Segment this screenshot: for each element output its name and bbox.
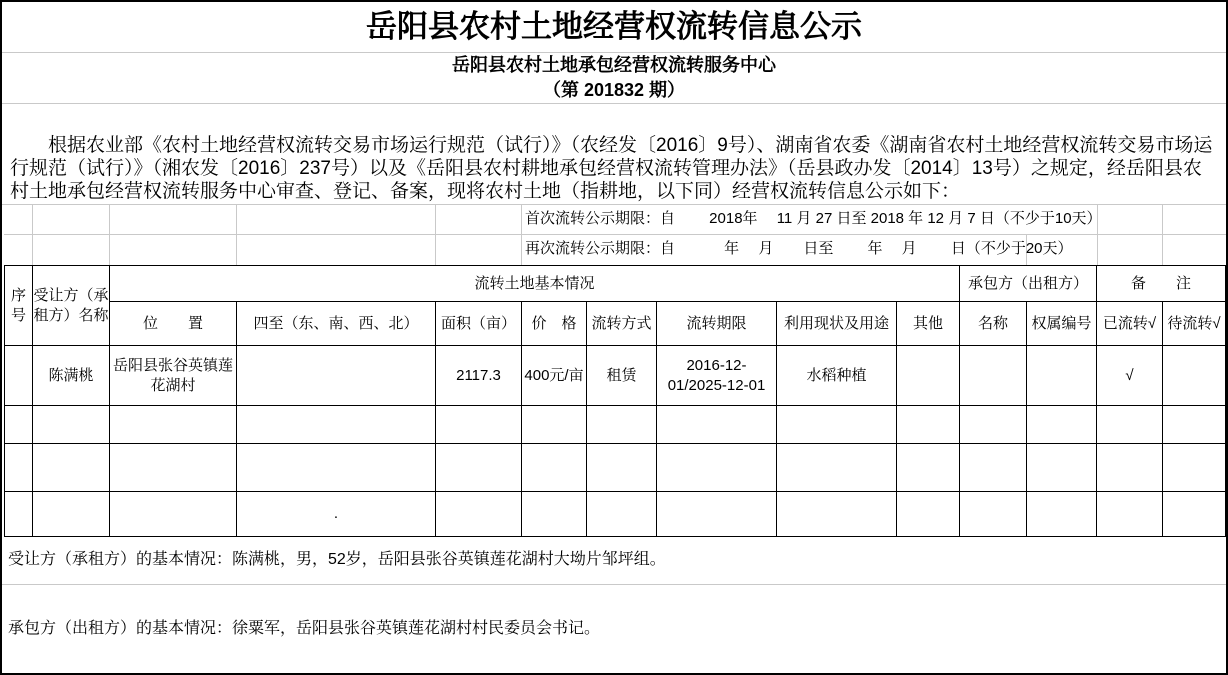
first-period-text: 首次流转公示期限：自 2018年 11 月 27 日至 2018 年 12 月 7 日（不少于10天） (522, 205, 1098, 234)
table-cell (960, 406, 1027, 444)
table-cell (5, 406, 33, 444)
grid-cell (110, 205, 237, 234)
grid-cell (4, 235, 33, 265)
header-contractor-name: 名称 (960, 302, 1027, 346)
header-seq: 序号 (5, 266, 33, 346)
grid-cell (33, 205, 110, 234)
table-cell (960, 346, 1027, 406)
table-cell (897, 346, 960, 406)
grid-cell (1163, 205, 1226, 234)
second-period-text: 再次流转公示期限：自 年 月 日至 年 月 日（不少于20天） (522, 235, 1027, 265)
table-cell (897, 444, 960, 492)
contractor-basic-info: 承包方（出租方）的基本情况：徐粟军，岳阳县张谷英镇莲花湖村村民委员会书记。 (8, 620, 601, 637)
transferee-basic-info: 受让方（承租方）的基本情况：陈满桃，男，52岁，岳阳县张谷英镇莲花湖村大坳片邹坪组。 (2, 537, 1226, 585)
table-cell (657, 406, 777, 444)
header-boundaries: 四至（东、南、西、北） (237, 302, 436, 346)
table-row (5, 346, 1226, 406)
grid-cell (1163, 235, 1226, 265)
table-cell (33, 444, 110, 492)
page-title: 岳阳县农村土地经营权流转信息公示 (2, 2, 1226, 53)
table-cell (777, 444, 897, 492)
table-cell (1027, 492, 1097, 537)
table-cell (522, 444, 587, 492)
second-transfer-notice-row (4, 235, 1226, 265)
table-cell (1027, 346, 1097, 406)
table-cell (436, 406, 522, 444)
header-price: 价 格 (522, 302, 587, 346)
table-cell (1027, 444, 1097, 492)
table-cell (897, 406, 960, 444)
table-cell-transferred-check: √ (1097, 346, 1163, 406)
table-cell (5, 492, 33, 537)
table-cell (522, 406, 587, 444)
table-row (5, 406, 1226, 444)
grid-cell (1027, 235, 1098, 265)
header-transfer-period: 流转期限 (657, 302, 777, 346)
table-cell (960, 444, 1027, 492)
table-cell (897, 492, 960, 537)
table-cell (587, 444, 657, 492)
table-cell (1097, 406, 1163, 444)
table-cell (777, 492, 897, 537)
table-cell (436, 444, 522, 492)
header-current-use: 利用现状及用途 (777, 302, 897, 346)
grid-cell (1098, 205, 1163, 234)
table-cell-method: 租赁 (587, 346, 657, 406)
table-cell (5, 346, 33, 406)
table-cell (237, 444, 436, 492)
table-cell-period: 2016-12-01/2025-12-01 (657, 346, 777, 406)
grid-cell (237, 205, 436, 234)
table-cell (237, 406, 436, 444)
table-cell (436, 492, 522, 537)
table-cell-use: 水稻种植 (777, 346, 897, 406)
header-land-info-group: 流转土地基本情况 (110, 266, 960, 302)
header-other: 其他 (897, 302, 960, 346)
service-center-subtitle: 岳阳县农村土地承包经营权流转服务中心 (452, 55, 776, 75)
header-ownership-no: 权属编号 (1027, 302, 1097, 346)
header-transferred: 已流转√ (1097, 302, 1163, 346)
table-cell-price: 400元/亩 (522, 346, 587, 406)
table-cell (110, 444, 237, 492)
issue-number: （第 201832 期） (2, 78, 1226, 104)
first-transfer-notice-row (4, 205, 1226, 235)
table-cell (110, 492, 237, 537)
table-cell (587, 406, 657, 444)
header-remark-group: 备 注 (1097, 266, 1226, 302)
header-transfer-method: 流转方式 (587, 302, 657, 346)
grid-cell (4, 205, 33, 234)
table-cell-transferee-name: 陈满桃 (33, 346, 110, 406)
grid-cell (33, 235, 110, 265)
table-cell (1027, 406, 1097, 444)
table-cell (1097, 492, 1163, 537)
header-transferee: 受让方（承租方）名称 (33, 266, 110, 346)
table-cell (1163, 346, 1226, 406)
table-row (5, 444, 1226, 492)
table-cell (587, 492, 657, 537)
table-cell (110, 406, 237, 444)
grid-cell (1098, 235, 1163, 265)
grid-cell (436, 235, 522, 265)
header-area: 面积（亩） (436, 302, 522, 346)
table-cell (960, 492, 1027, 537)
table-cell (5, 444, 33, 492)
table-cell (522, 492, 587, 537)
header-contractor-group: 承包方（出租方） (960, 266, 1097, 302)
table-cell (657, 444, 777, 492)
transfer-info-table (4, 265, 1226, 537)
table-cell-dot: . (237, 492, 436, 537)
table-row (5, 492, 1226, 537)
table-cell (1163, 406, 1226, 444)
header-location: 位 置 (110, 302, 237, 346)
table-cell (657, 492, 777, 537)
table-cell-area: 2117.3 (436, 346, 522, 406)
grid-cell (110, 235, 237, 265)
table-cell (237, 346, 436, 406)
grid-cell (237, 235, 436, 265)
table-cell (1163, 444, 1226, 492)
header-pending: 待流转√ (1163, 302, 1226, 346)
table-cell-location: 岳阳县张谷英镇莲花湖村 (110, 346, 237, 406)
intro-paragraph: 根据农业部《农村土地经营权流转交易市场运行规范（试行）》（农经发〔2016〕9号）、湖南省农委《湖南省农村土地经营权流转交易市场运行规范（试行）》（湘农发〔2016〕237号）以及《岳阳县农村耕地承包经营权流转管理办法》（岳县政办发〔2014〕13号）之规定，经岳阳县农村土地承包经营权流转服务中心审查、登记、备案，现将农村土地（指耕地，以下同）经营权流转信息公示如下： (2, 104, 1226, 205)
table-cell (33, 492, 110, 537)
table-cell (1097, 444, 1163, 492)
table-cell (777, 406, 897, 444)
grid-cell (436, 205, 522, 234)
table-cell (1163, 492, 1226, 537)
table-cell (33, 406, 110, 444)
